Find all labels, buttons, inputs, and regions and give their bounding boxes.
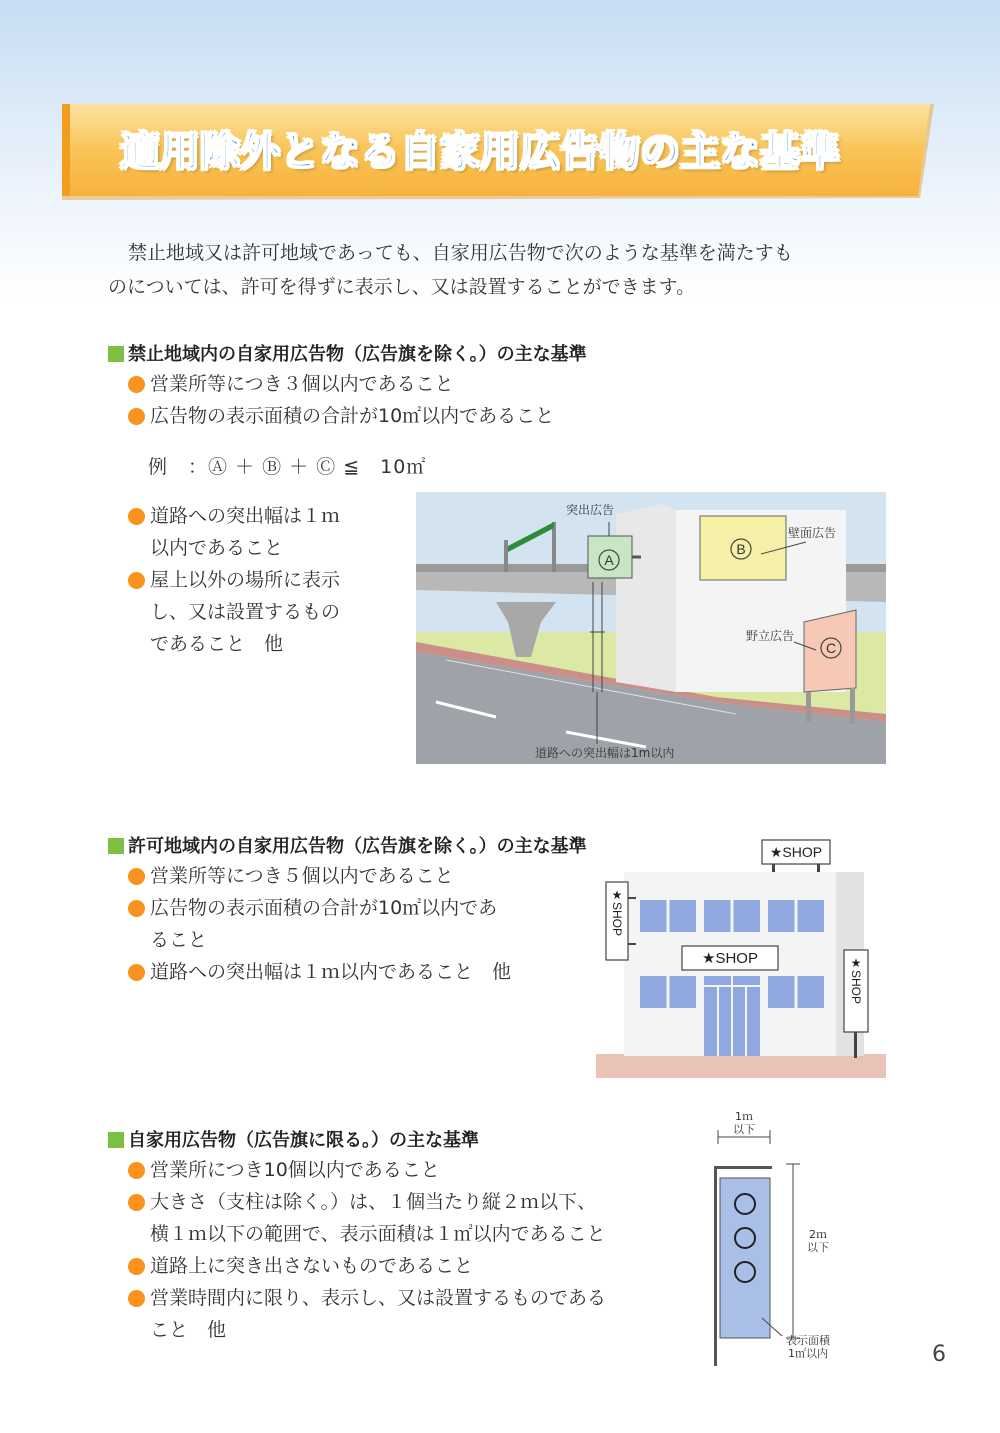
title-banner — [62, 104, 937, 200]
bullet-dot-icon — [128, 572, 145, 589]
vertical-sign-left-text: ★SHOP — [610, 888, 624, 937]
bullet-text: であること 他 — [150, 633, 284, 655]
bullet-dot-icon — [128, 508, 145, 525]
section1-bullets-top — [128, 368, 628, 432]
bullet-text: 営業所等につき３個以内であること — [150, 373, 454, 395]
section2-heading-text: 許可地域内の自家用広告物（広告旗を除く。）の主な基準 — [128, 836, 587, 857]
list-item — [128, 1250, 678, 1282]
figure1-caption: 道路への突出幅は1m以内 — [535, 746, 675, 760]
bullet-text: ること — [150, 929, 208, 951]
section1-heading — [108, 340, 587, 366]
mark-a: A — [604, 552, 614, 568]
width-label-bottom: 以下 — [733, 1123, 755, 1136]
bullet-dot-icon — [128, 1258, 145, 1275]
intro-line-2: のについては、許可を得ずに表示し、又は設置することができます。 — [108, 276, 696, 298]
list-item — [128, 860, 578, 892]
section2-bullets — [128, 860, 578, 988]
list-item — [128, 564, 408, 660]
height-label-top: 2ｍ — [809, 1228, 827, 1241]
bullet-text: こと 他 — [150, 1319, 227, 1341]
bullet-dot-icon — [128, 376, 145, 393]
heading-square-icon — [108, 838, 124, 854]
label-standing-sign: 野立広告 — [746, 629, 795, 643]
example-formula: 例 ：Ⓐ ＋ Ⓑ ＋ Ⓒ ≦ 10㎡ — [148, 456, 427, 478]
section1-bullets-bottom — [128, 500, 408, 660]
heading-square-icon — [108, 1132, 124, 1148]
bullet-dot-icon — [128, 1290, 145, 1307]
section3-bullets — [128, 1154, 678, 1346]
list-item — [128, 400, 628, 432]
bullet-text: 広告物の表示面積の合計が10㎡以内であること — [150, 405, 555, 427]
section3-heading — [108, 1126, 479, 1152]
area-label-bottom: 1㎡以内 — [788, 1347, 828, 1360]
list-item — [128, 1186, 678, 1250]
label-wall-sign: 壁面広告 — [788, 526, 837, 540]
bullet-text: し、又は設置するもの — [150, 601, 341, 623]
list-item — [128, 892, 578, 956]
shop-building-illustration — [596, 838, 886, 1078]
list-item — [128, 368, 628, 400]
list-item — [128, 956, 578, 988]
bullet-text: 道路への突出幅は１ｍ — [150, 505, 341, 527]
label-projecting-sign: 突出広告 — [566, 503, 615, 517]
intro-paragraph — [108, 236, 898, 304]
bullet-dot-icon — [128, 1162, 145, 1179]
section1-heading-text: 禁止地域内の自家用広告物（広告旗を除く。）の主な基準 — [128, 344, 587, 365]
intro-line-1: 禁止地域又は許可地域であっても、自家用広告物で次のような基準を満たすも — [128, 242, 793, 264]
street-scene-illustration — [416, 492, 886, 764]
bullet-dot-icon — [128, 900, 145, 917]
banner-flag-illustration — [700, 1108, 850, 1370]
list-item — [128, 500, 408, 564]
bullet-text: 屋上以外の場所に表示 — [150, 569, 341, 591]
bullet-text: 営業所につき10個以内であること — [150, 1159, 440, 1181]
bullet-text: 以内であること — [150, 537, 284, 559]
bullet-dot-icon — [128, 868, 145, 885]
list-item — [128, 1154, 678, 1186]
bullet-text: 営業所等につき５個以内であること — [150, 865, 454, 887]
vertical-sign-right-text: ★SHOP — [849, 956, 863, 1005]
bullet-text: 大きさ（支柱は除く。）は、１個当たり縦２ｍ以下、 — [150, 1191, 597, 1213]
bullet-text: 道路上に突き出さないものであること — [150, 1255, 474, 1277]
page-title: 適用除外となる自家用広告物の主な基準 — [120, 129, 840, 175]
mark-b: B — [736, 541, 746, 557]
mark-c: C — [825, 640, 837, 656]
width-label-top: 1ｍ — [735, 1110, 753, 1123]
bullet-text: 営業時間内に限り、表示し、又は設置するものである — [150, 1287, 607, 1309]
section2-heading — [108, 832, 587, 858]
page-number: 6 — [932, 1342, 946, 1367]
bullet-dot-icon — [128, 408, 145, 425]
bullet-text: 横１ｍ以下の範囲で、表示面積は１㎡以内であること — [150, 1223, 606, 1245]
bullet-dot-icon — [128, 964, 145, 981]
roof-sign-text: ★SHOP — [769, 844, 823, 860]
heading-square-icon — [108, 346, 124, 362]
wall-sign-text: ★SHOP — [702, 950, 758, 967]
area-label-top: 表示面積 — [786, 1334, 830, 1347]
bullet-text: 道路への突出幅は１ｍ以内であること 他 — [150, 961, 512, 983]
bullet-text: 広告物の表示面積の合計が10㎡以内であ — [150, 897, 498, 919]
list-item — [128, 1282, 678, 1346]
section3-heading-text: 自家用広告物（広告旗に限る。）の主な基準 — [128, 1130, 479, 1151]
bullet-dot-icon — [128, 1194, 145, 1211]
height-label-bottom: 以下 — [807, 1241, 829, 1254]
